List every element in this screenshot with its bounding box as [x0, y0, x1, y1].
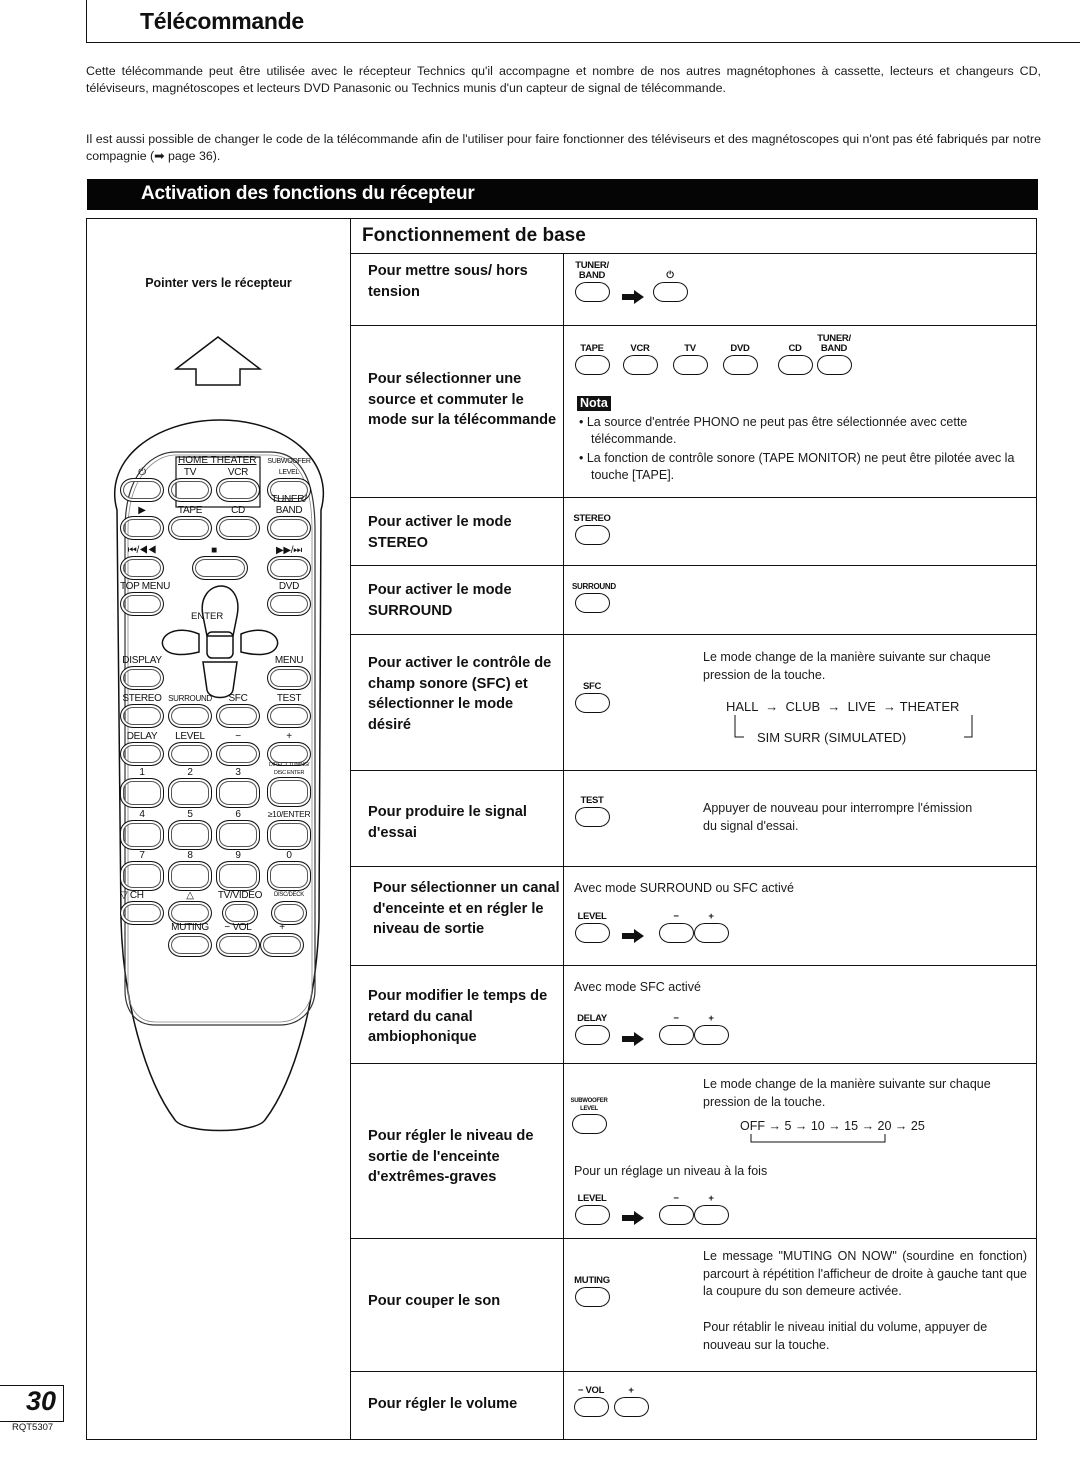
- remote-dvd-key[interactable]: DVD: [267, 581, 311, 616]
- remote-tv-key[interactable]: TV: [168, 467, 212, 502]
- row-content: [564, 1064, 1037, 1238]
- remote-ch-up-key[interactable]: △: [168, 890, 212, 925]
- row-label: Pour sélectionner un canal d'enceinte et en régler le niveau de sortie: [373, 880, 560, 937]
- sfc-description: Le mode change de la manière suivante sur chaque pression de la touche.: [703, 650, 991, 682]
- remote-display-key[interactable]: DISPLAY: [120, 655, 164, 690]
- remote-top-menu-key[interactable]: TOP MENU: [120, 581, 164, 616]
- key-delay: DELAY: [572, 1014, 612, 1045]
- row-content: [564, 566, 1037, 634]
- key-vcr: VCR: [620, 344, 660, 375]
- cycle-return-line: [749, 1132, 889, 1146]
- table-row-sfc: [351, 635, 1037, 771]
- key-plus: +: [691, 1194, 731, 1225]
- key-dvd: DVD: [720, 344, 760, 375]
- key-vol-down: − VOL: [567, 1386, 615, 1417]
- remote-direct-tuning-key[interactable]: DIRECT TUNING/ DISC ENTER: [267, 761, 311, 807]
- row-label: Pour sélectionner une source et commuter le mode sur la télécommande: [368, 371, 557, 428]
- remote-tv-video-key[interactable]: TV/VIDEO: [216, 890, 264, 925]
- remote-tape-key[interactable]: TAPE: [168, 505, 212, 540]
- intro-paragraph-1: Cette télécommande peut être utilisée avec le récepteur Technics qu'il accompagne et nombre de nos autres magnétophones à cassette, lecteurs et changeurs CD, téléviseurs, magnétoscopes et lecteurs DVD Panasonic ou Technics munis d'un capteur de signal de télécommande.: [86, 64, 1041, 95]
- remote-surround-key[interactable]: SURROUND: [168, 693, 212, 728]
- remote-plus-key[interactable]: +: [267, 731, 311, 766]
- key-vol-up: +: [611, 1386, 651, 1417]
- key-tv: TV: [670, 344, 710, 375]
- table-row-test: [351, 771, 1037, 867]
- remote-key-4[interactable]: 4: [120, 809, 164, 850]
- sfc-cycle: HALL → CLUB → LIVE → THEATER: [726, 699, 960, 714]
- remote-power-key[interactable]: ⏻: [120, 467, 164, 502]
- remote-muting-key[interactable]: MUTING: [168, 922, 212, 957]
- remote-enter-label: ENTER: [191, 611, 224, 622]
- remote-key-5[interactable]: 5: [168, 809, 212, 850]
- table-row-stereo: [351, 498, 1037, 566]
- remote-key-7[interactable]: 7: [120, 850, 164, 891]
- document-code: RQT5307: [12, 1422, 54, 1433]
- sfc-cycle-return: SIM SURR (SIMULATED): [757, 730, 907, 745]
- remote-key-9[interactable]: 9: [216, 850, 260, 891]
- page-number: 30: [25, 1386, 56, 1416]
- remote-enter10-key[interactable]: ≥10/ENTER: [267, 809, 311, 850]
- row-label: Pour activer le contrôle de champ sonore (SFC) et sélectionner le mode désiré: [368, 655, 552, 733]
- table-row-source: [351, 326, 1037, 498]
- single-step-text: Pour un réglage un niveau à la fois: [574, 1164, 768, 1178]
- row-label: Pour modifier le temps de retard du canal ambiophonique: [368, 988, 548, 1045]
- arrow-right-icon: [622, 290, 644, 304]
- remote-key-8[interactable]: 8: [168, 850, 212, 891]
- key-stereo: STEREO: [572, 514, 612, 545]
- row-label: Pour produire le signal d'essai: [368, 804, 527, 841]
- banner-title: Activation des fonctions du récepteur: [141, 183, 475, 204]
- key-power: ⏻: [650, 271, 690, 302]
- table-row-volume: [351, 1372, 1037, 1440]
- table-row-surround: [351, 566, 1037, 635]
- row-content: [564, 1239, 1037, 1371]
- row-content: [564, 326, 1037, 497]
- note-item: • La source d'entrée PHONO ne peut pas être sélectionnée avec cette télécommande.: [579, 415, 968, 446]
- remote-level-key[interactable]: LEVEL: [168, 731, 212, 766]
- arrow-right-icon: [622, 1032, 644, 1046]
- key-cd: CD: [775, 344, 815, 375]
- key-level: LEVEL: [572, 1194, 612, 1225]
- muting-description: Le message "MUTING ON NOW" (sourdine en fonction) parcourt à répétition l'afficheur de droite à gauche tant que la coupure du son demeure activée.: [703, 1249, 1027, 1298]
- key-tuner-band: TUNER/ BAND: [572, 261, 612, 302]
- subwoofer-cycle: OFF → 5 → 10 → 15 → 20 → 25: [740, 1119, 925, 1133]
- remote-ch-down-key[interactable]: ▽ CH: [120, 890, 176, 925]
- remote-key-1[interactable]: 1: [120, 767, 164, 808]
- row-content: [564, 867, 1037, 965]
- page-title: Télécommande: [140, 8, 304, 34]
- table-row-power: [351, 254, 1037, 326]
- row-content: [564, 635, 1037, 770]
- condition-text: Avec mode SFC activé: [574, 980, 701, 994]
- remote-sfc-key[interactable]: SFC: [216, 693, 260, 728]
- key-test: TEST: [572, 796, 612, 827]
- table-row-level: [351, 867, 1037, 966]
- row-label: Pour mettre sous/ hors tension: [368, 263, 528, 300]
- key-level: LEVEL: [572, 912, 612, 943]
- remote-home-theater-label: HOME THEATER: [178, 455, 257, 466]
- key-plus: +: [691, 912, 731, 943]
- row-content: [564, 966, 1037, 1063]
- key-minus: −: [656, 912, 696, 943]
- row-label: Pour activer le mode STEREO: [368, 514, 512, 551]
- point-label: Pointer vers le récepteur: [145, 276, 292, 290]
- row-content: [564, 771, 1037, 866]
- key-tape: TAPE: [572, 344, 612, 375]
- key-sfc: SFC: [572, 682, 612, 713]
- table-row-muting: [351, 1239, 1037, 1372]
- remote-subwoofer-key[interactable]: SUBWOOFER LEVEL: [267, 456, 311, 502]
- remote-vcr-key[interactable]: VCR: [216, 467, 260, 502]
- remote-play-key[interactable]: ▶: [120, 505, 164, 540]
- arrow-right-icon: [622, 929, 644, 943]
- row-content: [564, 254, 1037, 325]
- remote-key-2[interactable]: 2: [168, 767, 212, 808]
- subwoofer-description: Le mode change de la manière suivante sur chaque pression de la touche.: [703, 1077, 991, 1109]
- remote-tuner-band-key[interactable]: TUNER/ BAND: [267, 494, 311, 540]
- row-label: Pour activer le mode SURROUND: [368, 582, 512, 619]
- remote-stereo-key[interactable]: STEREO: [120, 693, 164, 728]
- row-label: Pour régler le niveau de sortie de l'enceinte d'extrêmes-graves: [368, 1128, 534, 1185]
- up-arrow-icon: [172, 335, 264, 387]
- remote-skip-forward-key[interactable]: ▶▶/⏭: [267, 545, 311, 580]
- remote-vol-down-key[interactable]: − VOL: [216, 922, 260, 957]
- key-minus: −: [656, 1194, 696, 1225]
- remote-minus-key[interactable]: −: [216, 731, 260, 766]
- intro-paragraph-2: Il est aussi possible de changer le code de la télécommande afin de l'utiliser pour faire fonctionner des téléviseurs et des magnétoscopes qui n'ont pas été fabriqués par notre compagnie (➡ page 36).: [86, 132, 1041, 163]
- section-title: Fonctionnement de base: [362, 225, 586, 246]
- key-tuner-band: TUNER/ BAND: [814, 334, 854, 375]
- remote-key-3[interactable]: 3: [216, 767, 260, 808]
- key-muting: MUTING: [572, 1276, 612, 1307]
- remote-stop-key[interactable]: ■: [192, 545, 236, 580]
- key-minus: −: [656, 1014, 696, 1045]
- note-badge: Nota: [577, 396, 611, 411]
- condition-text: Avec mode SURROUND ou SFC activé: [574, 881, 794, 895]
- remote-menu-key[interactable]: MENU: [267, 655, 311, 690]
- table-row-subwoofer: [351, 1064, 1037, 1239]
- section-heading: [351, 218, 1037, 254]
- remote-delay-key[interactable]: DELAY: [120, 731, 164, 766]
- remote-cd-key[interactable]: CD: [216, 505, 260, 540]
- remote-skip-back-key[interactable]: ⏮/◀◀: [120, 545, 164, 580]
- section-banner: [87, 179, 1038, 210]
- row-content: [564, 1372, 1037, 1440]
- muting-restore-text: Pour rétablir le niveau initial du volume, appuyer de nouveau sur la touche.: [703, 1320, 988, 1352]
- note-item: • La fonction de contrôle sonore (TAPE MONITOR) ne peut être pilotée avec la touche [TAPE].: [579, 451, 1015, 482]
- row-label: Pour couper le son: [368, 1293, 501, 1309]
- table-row-delay: [351, 966, 1037, 1064]
- arrow-right-icon: [622, 1211, 644, 1225]
- remote-test-key[interactable]: TEST: [267, 693, 311, 728]
- row-content: [564, 498, 1037, 565]
- row-label: Pour régler le volume: [368, 1396, 518, 1412]
- remote-key-0[interactable]: 0: [267, 850, 311, 891]
- key-surround: SURROUND: [572, 582, 612, 613]
- remote-key-6[interactable]: 6: [216, 809, 260, 850]
- key-plus: +: [691, 1014, 731, 1045]
- remote-disc-deck-key[interactable]: DISC/DECK: [267, 890, 311, 925]
- key-subwoofer-level: SUBWOOFER LEVEL: [567, 1097, 611, 1134]
- remote-vol-up-key[interactable]: +: [260, 922, 304, 957]
- test-description: Appuyer de nouveau pour interrompre l'émission du signal d'essai.: [703, 801, 973, 833]
